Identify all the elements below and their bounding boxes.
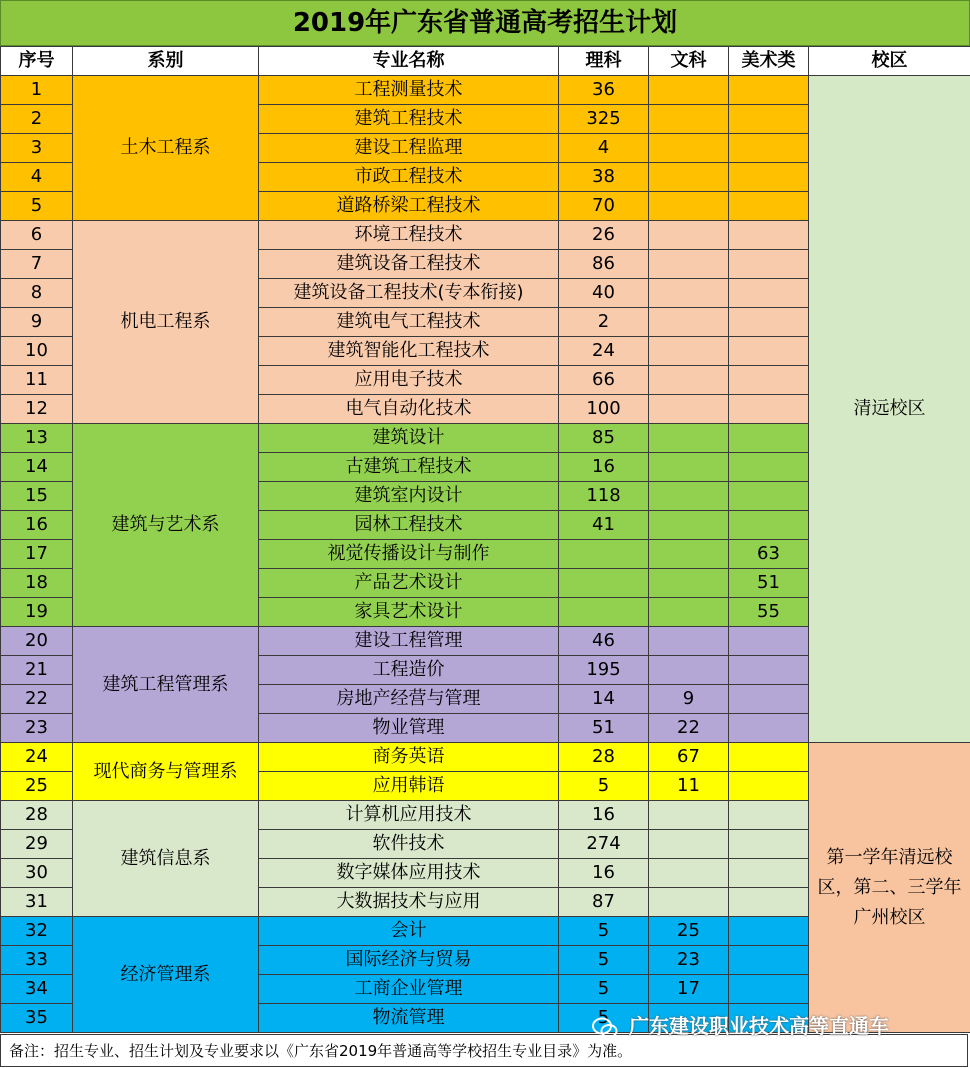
wechat-icon — [592, 1017, 618, 1039]
major-name: 古建筑工程技术 — [259, 453, 559, 482]
arts-quota: 67 — [649, 743, 729, 772]
arts-quota: 25 — [649, 917, 729, 946]
row-index: 32 — [1, 917, 73, 946]
row-index: 21 — [1, 656, 73, 685]
arts-quota — [649, 453, 729, 482]
arts-quota — [649, 424, 729, 453]
science-quota: 85 — [559, 424, 649, 453]
science-quota: 5 — [559, 917, 649, 946]
science-quota: 38 — [559, 163, 649, 192]
fine-arts-quota — [729, 395, 809, 424]
row-index: 13 — [1, 424, 73, 453]
major-name: 市政工程技术 — [259, 163, 559, 192]
row-index: 15 — [1, 482, 73, 511]
fine-arts-quota — [729, 105, 809, 134]
arts-quota — [649, 279, 729, 308]
footnote: 备注：招生专业、招生计划及专业要求以《广东省2019年普通高等学校招生专业目录》为准。 — [0, 1034, 968, 1067]
major-name: 建筑智能化工程技术 — [259, 337, 559, 366]
major-name: 工商企业管理 — [259, 975, 559, 1004]
row-index: 6 — [1, 221, 73, 250]
arts-quota: 23 — [649, 946, 729, 975]
department-name: 经济管理系 — [73, 917, 259, 1033]
row-index: 8 — [1, 279, 73, 308]
header-campus: 校区 — [809, 47, 970, 76]
row-index: 10 — [1, 337, 73, 366]
row-index: 5 — [1, 192, 73, 221]
row-index: 2 — [1, 105, 73, 134]
major-name: 工程测量技术 — [259, 76, 559, 105]
major-name: 计算机应用技术 — [259, 801, 559, 830]
major-name: 产品艺术设计 — [259, 569, 559, 598]
fine-arts-quota: 63 — [729, 540, 809, 569]
arts-quota — [649, 76, 729, 105]
arts-quota — [649, 221, 729, 250]
header-arts: 文科 — [649, 47, 729, 76]
row-index: 35 — [1, 1004, 73, 1033]
department-name: 机电工程系 — [73, 221, 259, 424]
row-index: 34 — [1, 975, 73, 1004]
major-name: 国际经济与贸易 — [259, 946, 559, 975]
arts-quota — [649, 395, 729, 424]
row-index: 16 — [1, 511, 73, 540]
arts-quota — [649, 569, 729, 598]
table-row — [1, 76, 970, 105]
major-name: 道路桥梁工程技术 — [259, 192, 559, 221]
department-name: 土木工程系 — [73, 76, 259, 221]
row-index: 22 — [1, 685, 73, 714]
major-name: 房地产经营与管理 — [259, 685, 559, 714]
arts-quota — [649, 598, 729, 627]
major-name: 建筑设备工程技术 — [259, 250, 559, 279]
science-quota: 28 — [559, 743, 649, 772]
row-index: 9 — [1, 308, 73, 337]
row-index: 19 — [1, 598, 73, 627]
science-quota — [559, 569, 649, 598]
arts-quota — [649, 656, 729, 685]
science-quota: 195 — [559, 656, 649, 685]
fine-arts-quota — [729, 685, 809, 714]
arts-quota: 17 — [649, 975, 729, 1004]
major-name: 电气自动化技术 — [259, 395, 559, 424]
major-name: 应用电子技术 — [259, 366, 559, 395]
arts-quota: 9 — [649, 685, 729, 714]
science-quota: 36 — [559, 76, 649, 105]
row-index: 12 — [1, 395, 73, 424]
page-title: 2019年广东省普通高考招生计划 — [0, 0, 970, 46]
row-index: 3 — [1, 134, 73, 163]
header-row — [1, 47, 970, 76]
science-quota: 325 — [559, 105, 649, 134]
fine-arts-quota — [729, 279, 809, 308]
fine-arts-quota — [729, 656, 809, 685]
row-index: 1 — [1, 76, 73, 105]
major-name: 建筑工程技术 — [259, 105, 559, 134]
science-quota: 274 — [559, 830, 649, 859]
enrollment-table — [0, 46, 970, 1033]
major-name: 环境工程技术 — [259, 221, 559, 250]
science-quota — [559, 540, 649, 569]
arts-quota — [649, 801, 729, 830]
major-name: 会计 — [259, 917, 559, 946]
major-name: 物业管理 — [259, 714, 559, 743]
major-name: 工程造价 — [259, 656, 559, 685]
major-name: 建筑室内设计 — [259, 482, 559, 511]
science-quota: 2 — [559, 308, 649, 337]
science-quota: 14 — [559, 685, 649, 714]
major-name: 视觉传播设计与制作 — [259, 540, 559, 569]
science-quota — [559, 598, 649, 627]
fine-arts-quota — [729, 743, 809, 772]
fine-arts-quota — [729, 975, 809, 1004]
arts-quota — [649, 540, 729, 569]
major-name: 软件技术 — [259, 830, 559, 859]
major-name: 家具艺术设计 — [259, 598, 559, 627]
science-quota: 26 — [559, 221, 649, 250]
science-quota: 51 — [559, 714, 649, 743]
row-index: 31 — [1, 888, 73, 917]
arts-quota — [649, 337, 729, 366]
fine-arts-quota — [729, 482, 809, 511]
arts-quota — [649, 192, 729, 221]
arts-quota — [649, 250, 729, 279]
department-name: 建筑信息系 — [73, 801, 259, 917]
arts-quota — [649, 163, 729, 192]
fine-arts-quota — [729, 772, 809, 801]
arts-quota — [649, 888, 729, 917]
fine-arts-quota — [729, 830, 809, 859]
arts-quota — [649, 859, 729, 888]
row-index: 24 — [1, 743, 73, 772]
science-quota: 118 — [559, 482, 649, 511]
department-name: 现代商务与管理系 — [73, 743, 259, 801]
fine-arts-quota: 51 — [729, 569, 809, 598]
science-quota: 70 — [559, 192, 649, 221]
arts-quota: 22 — [649, 714, 729, 743]
science-quota: 41 — [559, 511, 649, 540]
arts-quota — [649, 308, 729, 337]
science-quota: 16 — [559, 859, 649, 888]
table-row — [1, 743, 970, 772]
fine-arts-quota — [729, 859, 809, 888]
header-department: 系别 — [73, 47, 259, 76]
fine-arts-quota — [729, 888, 809, 917]
arts-quota — [649, 627, 729, 656]
science-quota: 100 — [559, 395, 649, 424]
major-name: 建设工程监理 — [259, 134, 559, 163]
department-name: 建筑与艺术系 — [73, 424, 259, 627]
science-quota: 24 — [559, 337, 649, 366]
fine-arts-quota — [729, 801, 809, 830]
department-name: 建筑工程管理系 — [73, 627, 259, 743]
major-name: 建筑电气工程技术 — [259, 308, 559, 337]
row-index: 23 — [1, 714, 73, 743]
science-quota: 5 — [559, 772, 649, 801]
arts-quota — [649, 105, 729, 134]
fine-arts-quota — [729, 192, 809, 221]
row-index: 20 — [1, 627, 73, 656]
fine-arts-quota — [729, 221, 809, 250]
header-index: 序号 — [1, 47, 73, 76]
row-index: 17 — [1, 540, 73, 569]
fine-arts-quota: 55 — [729, 598, 809, 627]
major-name: 建筑设备工程技术(专本衔接) — [259, 279, 559, 308]
header-major: 专业名称 — [259, 47, 559, 76]
fine-arts-quota — [729, 134, 809, 163]
major-name: 物流管理 — [259, 1004, 559, 1033]
header-science: 理科 — [559, 47, 649, 76]
fine-arts-quota — [729, 627, 809, 656]
major-name: 应用韩语 — [259, 772, 559, 801]
fine-arts-quota — [729, 163, 809, 192]
watermark — [592, 1010, 889, 1039]
fine-arts-quota — [729, 337, 809, 366]
science-quota: 5 — [559, 1004, 649, 1033]
header-fine-arts: 美术类 — [729, 47, 809, 76]
fine-arts-quota — [729, 76, 809, 105]
fine-arts-quota — [729, 366, 809, 395]
arts-quota: 11 — [649, 772, 729, 801]
row-index: 11 — [1, 366, 73, 395]
major-name: 大数据技术与应用 — [259, 888, 559, 917]
fine-arts-quota — [729, 511, 809, 540]
major-name: 数字媒体应用技术 — [259, 859, 559, 888]
major-name: 建筑设计 — [259, 424, 559, 453]
science-quota: 16 — [559, 453, 649, 482]
fine-arts-quota — [729, 453, 809, 482]
campus-cell: 清远校区 — [809, 76, 970, 743]
science-quota: 87 — [559, 888, 649, 917]
arts-quota — [649, 366, 729, 395]
fine-arts-quota — [729, 424, 809, 453]
row-index: 18 — [1, 569, 73, 598]
row-index: 14 — [1, 453, 73, 482]
row-index: 30 — [1, 859, 73, 888]
science-quota: 46 — [559, 627, 649, 656]
major-name: 建设工程管理 — [259, 627, 559, 656]
science-quota: 16 — [559, 801, 649, 830]
major-name: 园林工程技术 — [259, 511, 559, 540]
science-quota: 66 — [559, 366, 649, 395]
arts-quota — [649, 830, 729, 859]
fine-arts-quota — [729, 917, 809, 946]
arts-quota — [649, 482, 729, 511]
row-index: 33 — [1, 946, 73, 975]
row-index: 29 — [1, 830, 73, 859]
row-index: 28 — [1, 801, 73, 830]
arts-quota — [649, 134, 729, 163]
watermark-text: 广东建设职业技术高等直通车 — [628, 1014, 889, 1038]
fine-arts-quota — [729, 946, 809, 975]
science-quota: 5 — [559, 975, 649, 1004]
fine-arts-quota — [729, 308, 809, 337]
science-quota: 40 — [559, 279, 649, 308]
campus-cell: 第一学年清远校区，第二、三学年广州校区 — [809, 743, 970, 1033]
fine-arts-quota — [729, 714, 809, 743]
science-quota: 86 — [559, 250, 649, 279]
fine-arts-quota — [729, 250, 809, 279]
row-index: 4 — [1, 163, 73, 192]
major-name: 商务英语 — [259, 743, 559, 772]
science-quota: 4 — [559, 134, 649, 163]
row-index: 7 — [1, 250, 73, 279]
row-index: 25 — [1, 772, 73, 801]
science-quota: 5 — [559, 946, 649, 975]
arts-quota — [649, 511, 729, 540]
